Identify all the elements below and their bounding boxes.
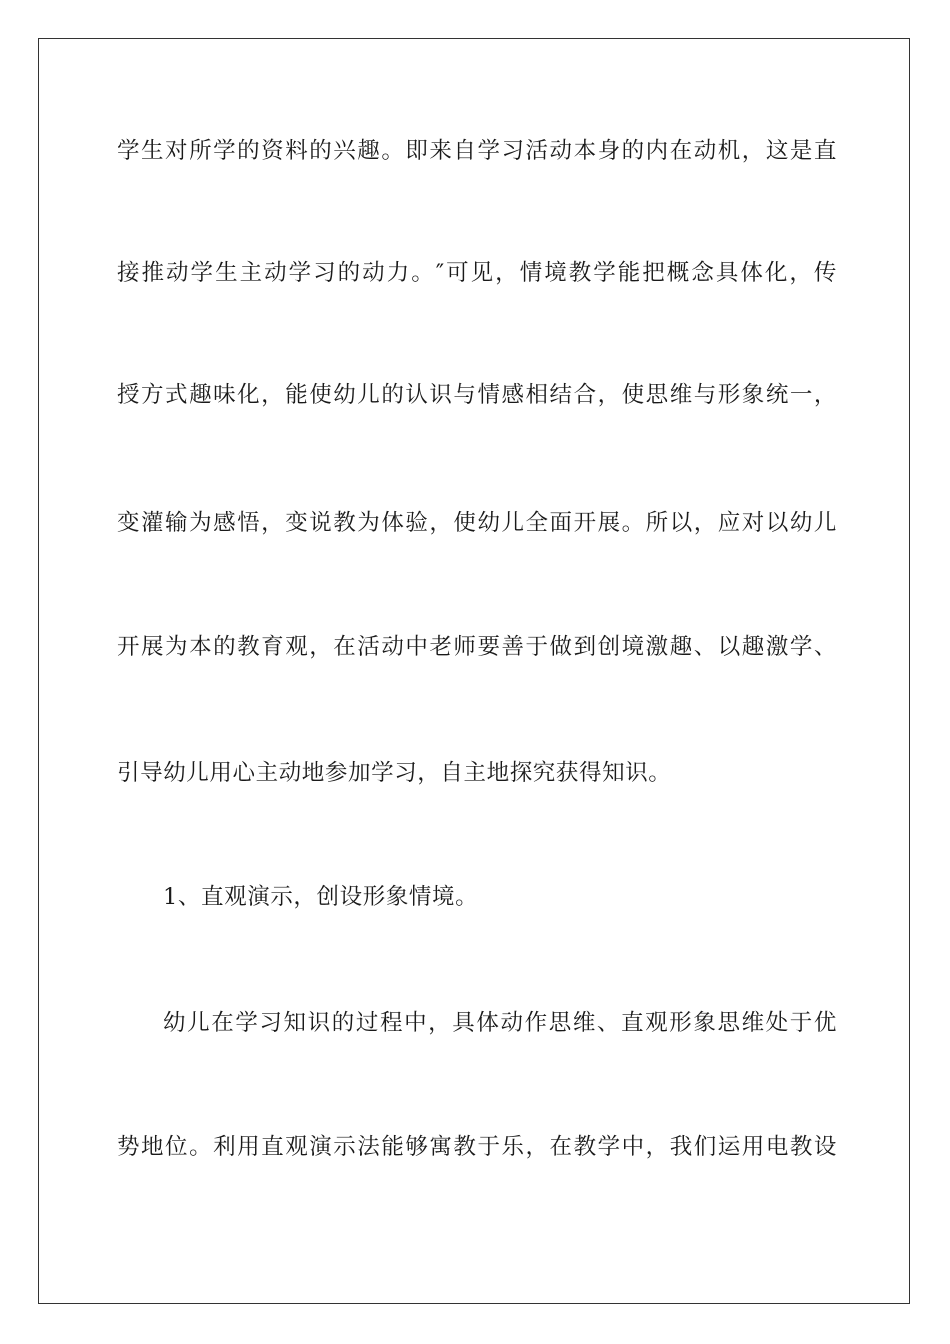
paragraph-line-9: 势地位。利用直观演示法能够寓教于乐，在教学中，我们运用电教设 [117, 1134, 837, 1160]
paragraph-line-1: 学生对所学的资料的兴趣。即来自学习活动本身的内在动机，这是直 [117, 138, 837, 164]
paragraph-line-2: 接推动学生主动学习的动力。″可见，情境教学能把概念具体化，传 [117, 260, 837, 286]
paragraph-line-3: 授方式趣味化，能使幼儿的认识与情感相结合，使思维与形象统一， [117, 382, 837, 408]
page-border [38, 38, 910, 1304]
paragraph-line-4: 变灌输为感悟，变说教为体验，使幼儿全面开展。所以，应对以幼儿 [117, 510, 837, 536]
paragraph-line-6: 引导幼儿用心主动地参加学习，自主地探究获得知识。 [117, 760, 672, 786]
section-heading: 1、直观演示，创设形象情境。 [163, 884, 479, 910]
paragraph-line-8: 幼儿在学习知识的过程中，具体动作思维、直观形象思维处于优 [163, 1010, 837, 1036]
paragraph-line-5: 开展为本的教育观，在活动中老师要善于做到创境激趣、以趣激学、 [117, 634, 837, 660]
